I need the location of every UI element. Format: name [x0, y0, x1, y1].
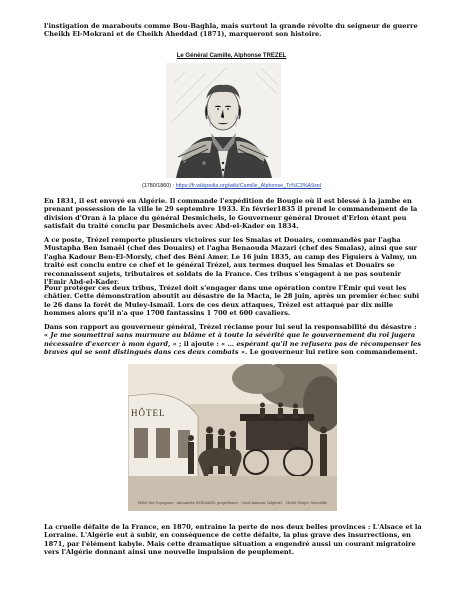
- intro-paragraph: l'instigation de marabouts comme Bou-Baghla, mais surtout la grande révolte du seigneur de guerre Cheikh El-Mokrani et de Cheikh Aheddad (1871), marqueront son histoire.: [44, 22, 418, 39]
- hotel-photograph: [128, 364, 337, 511]
- general-trezel-portrait: [166, 63, 281, 178]
- paragraph-1870: La cruelle défaite de la France, en 1870, entraine la perte de nos deux belles provinces : L'Alsace et la Lorraine. L'Algérie eut à subir, en conséquence de cette défaite, la plus grave des insurrections, en 1871, par l'élément kabyle. Mais cette dramatique situation a engendré aussi un courant migratoire vers l'Algérie donnant ainsi une nouvelle impulsion de peuplement.: [44, 523, 422, 557]
- rapport-text-start: Dans son rapport au gouverneur général, Trézel réclame pour lui seul la responsabilité du désastre : «: [44, 323, 417, 340]
- wikipedia-link[interactable]: https://fr.wikipedia.org/wiki/Camille_Alphonse_Tr%C3%A9zel: [175, 183, 321, 189]
- photo-caption-left: Hôtel des Voyageurs - Antoinette WIDMANN, propriétaire - Oued-Amizour (Algérie): [138, 501, 283, 505]
- paragraph-macta: Pour protéger ces deux tribus, Trézel doit s'engager dans une opération contre l'Émir qui veut les châtier. Cette démonstration aboutit au désastre de la Macta, le 28 juin, après un premier échec subi le 26 dans la forêt de Muley-Ismaïl. Lors de ces deux attaques, Trézel est attaqué par dix mille hommes alors qu'il n'a que 1700 fantassins 1 700 et 600 cavaliers.: [44, 284, 420, 318]
- portrait-title: Le Général Camille, Alphonse TREZEL: [176, 53, 287, 59]
- rapport-text-end: ». Le gouverneur lui retire son commandement.: [238, 348, 418, 357]
- rapport-quote-2: espérant qu'il ne refusera pas de récompenser les braves qui se sont distingués dans ces deux combats: [44, 339, 422, 357]
- photo-caption-right: Cliché Geiger, Marseille: [285, 501, 327, 505]
- portrait-credit: [0, 183, 463, 189]
- hotel-sign: HÔTEL: [131, 408, 166, 418]
- portrait-years: (1780/1860) :: [142, 183, 176, 189]
- paragraph-rapport: [44, 323, 422, 357]
- rapport-quote-1: Je me soumettrai sans murmure au blâme et à toute la sévérité que le gouvernement du roi jugera nécessaire d'exercer à mon égard, »: [44, 331, 416, 348]
- rapport-text-mid: ; il ajoute : « …: [176, 339, 237, 348]
- paragraph-1831: En 1831, il est envoyé en Algérie. Il commande l'expédition de Bougie où il est blessé à la jambe en prenant possession de la ville le 29 septembre 1933. En février1835 il prend le commandement de la division d'Oran à la place du général Desmichels, le Gouverneur général Drouet d'Erlon étant peu satisfait du traité conclu par Desmichels avec Abd-el-Kader en 1834.: [44, 197, 418, 231]
- photo-caption: [138, 501, 327, 505]
- paragraph-smalas-douairs: A ce poste, Trézel remporte plusieurs victoires sur les Smalas et Douairs, commandés par l'agha Mustapha Ben Ismaël (chef des Douairs) et l'agha Benaouda Mazari (chef des Smalas), ainsi que sur l'agha Kadour Ben-El-Morsly, chef des Béni Amer. Le 16 juin 1835, au camp des Figuiers à Valmy, un traité est conclu entre ce chef et le général Trézel, aux termes duquel les Smalas et Douairs se reconnaissent sujets, tributaires et soldats de la France. Ces tribus s'engagent à ne pas soutenir l'Emir Abd-el-Kader.: [44, 236, 417, 287]
